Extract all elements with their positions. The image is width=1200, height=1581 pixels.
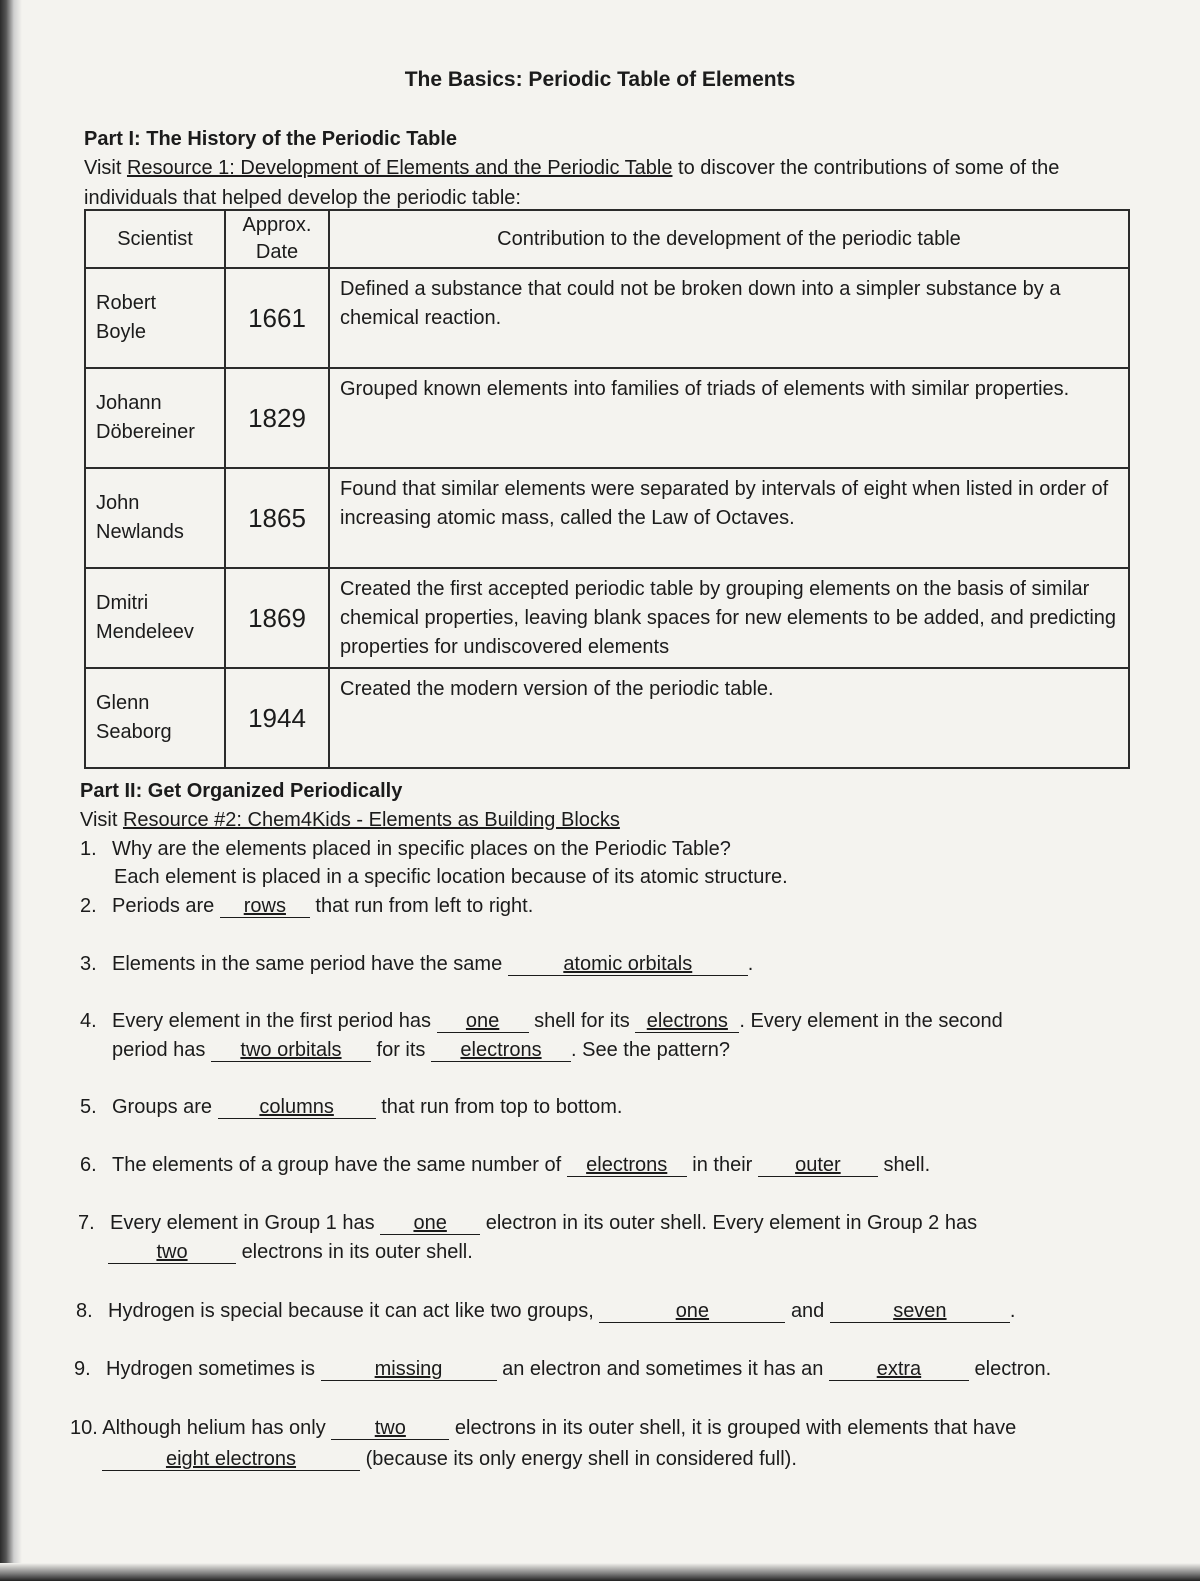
- question-number: 10.: [70, 1417, 98, 1439]
- date-cell: 1869: [225, 568, 329, 668]
- table-row: [85, 368, 1129, 468]
- question-number: 2.: [80, 895, 97, 917]
- part2-intro: [80, 806, 620, 834]
- question-text: .: [747, 953, 754, 975]
- question-1-answer: Each element is placed in a specific location because of its atomic structure.: [114, 866, 788, 888]
- scientist-last-name: Döbereiner: [96, 421, 195, 443]
- question-4: [80, 1007, 1003, 1035]
- answer-text: electrons: [460, 1039, 542, 1061]
- part1-intro-line2: individuals that helped develop the periodic table:: [84, 187, 521, 209]
- scientist-first-name: Robert: [96, 292, 157, 314]
- question-text: Elements in the same period have the same: [112, 953, 503, 975]
- answer-blank[interactable]: [220, 895, 310, 918]
- question-number: 6.: [80, 1154, 97, 1176]
- scientist-cell: [85, 368, 225, 468]
- answer-text: outer: [795, 1154, 841, 1176]
- date-cell: 1661: [225, 268, 329, 368]
- scientist-cell: [85, 568, 225, 668]
- part2-heading: Part II: Get Organized Periodically: [80, 780, 403, 802]
- answer-text: two orbitals: [240, 1039, 342, 1061]
- resource2-link[interactable]: Resource #2: Chem4Kids - Elements as Building Blocks: [122, 809, 620, 831]
- answer-blank[interactable]: [830, 1300, 1010, 1323]
- question-8: [76, 1297, 1015, 1325]
- scientist-first-name: John: [96, 492, 140, 514]
- question-5: [80, 1093, 622, 1121]
- contribution-cell: Created the modern version of the periodic table.: [329, 668, 1129, 768]
- table-row: [85, 468, 1129, 568]
- question-number: 7.: [78, 1212, 95, 1234]
- answer-text: two: [374, 1417, 406, 1439]
- question-number: 9.: [74, 1358, 91, 1380]
- table-header-row: [85, 210, 1129, 268]
- answer-text: electrons: [646, 1010, 728, 1032]
- question-text: Every element in Group 1 has: [110, 1212, 375, 1234]
- question-text: Why are the elements placed in specific places on the Periodic Table?: [112, 838, 731, 860]
- question-text: . Every element in the second: [739, 1010, 1003, 1032]
- question-text: Every element in the first period has: [112, 1010, 432, 1032]
- question-7: [78, 1209, 977, 1237]
- answer-blank[interactable]: [758, 1154, 878, 1177]
- part2-intro-prefix: Visit: [80, 809, 123, 831]
- question-10-continued: [102, 1445, 797, 1473]
- header-scientist: Scientist: [85, 210, 225, 268]
- question-text: for its: [376, 1039, 426, 1061]
- answer-text: one: [465, 1010, 500, 1032]
- question-text: Groups are: [112, 1096, 213, 1118]
- contribution-cell: Grouped known elements into families of triads of elements with similar properties.: [329, 368, 1129, 468]
- answer-text: rows: [243, 895, 286, 917]
- contribution-cell: Found that similar elements were separated by intervals of eight when listed in order of increasing atomic mass, called the Law of Octaves.: [329, 468, 1129, 568]
- answer-blank[interactable]: [211, 1039, 371, 1062]
- part1-heading: Part I: The History of the Periodic Table: [84, 128, 458, 150]
- question-text: electron.: [974, 1358, 1052, 1380]
- answer-blank[interactable]: [331, 1417, 449, 1440]
- question-number: 1.: [80, 838, 97, 860]
- question-1: [80, 835, 731, 863]
- question-number: 3.: [80, 953, 97, 975]
- question-3: [80, 950, 753, 978]
- question-text: Hydrogen sometimes is: [106, 1358, 315, 1380]
- question-text: that run from left to right.: [315, 895, 534, 917]
- answer-blank[interactable]: [321, 1358, 497, 1381]
- question-text: shell.: [883, 1154, 931, 1176]
- question-text: electrons in its outer shell.: [241, 1241, 473, 1263]
- table-row: [85, 268, 1129, 368]
- question-9: [74, 1355, 1051, 1383]
- page-title: The Basics: Periodic Table of Elements: [404, 68, 796, 91]
- answer-blank[interactable]: [635, 1010, 739, 1033]
- scientist-last-name: Seaborg: [96, 721, 172, 743]
- table-row: [85, 668, 1129, 768]
- question-text: Hydrogen is special because it can act like two groups,: [108, 1300, 594, 1322]
- scientist-last-name: Boyle: [96, 321, 147, 343]
- header-date-line2: Date: [255, 241, 299, 263]
- answer-text: extra: [876, 1358, 922, 1380]
- table-row: [85, 568, 1129, 668]
- answer-blank[interactable]: [599, 1300, 785, 1323]
- question-10: [70, 1414, 1016, 1442]
- question-text: and: [790, 1300, 825, 1322]
- question-text: in their: [692, 1154, 753, 1176]
- question-number: 4.: [80, 1010, 97, 1032]
- answer-blank[interactable]: [102, 1448, 360, 1471]
- scientist-cell: [85, 468, 225, 568]
- question-text: that run from top to bottom.: [381, 1096, 623, 1118]
- header-contribution: Contribution to the development of the periodic table: [329, 210, 1129, 268]
- answer-blank[interactable]: [567, 1154, 687, 1177]
- question-6: [80, 1151, 930, 1179]
- question-text: (because its only energy shell in considered full).: [365, 1448, 797, 1470]
- header-date: [225, 210, 329, 268]
- scientist-first-name: Dmitri: [96, 592, 149, 614]
- resource1-link[interactable]: Resource 1: Development of Elements and the Periodic Table: [126, 157, 673, 179]
- answer-text: atomic orbitals: [563, 953, 693, 975]
- part1-intro: [84, 154, 1059, 182]
- answer-blank[interactable]: [380, 1212, 480, 1235]
- question-text: Periods are: [112, 895, 215, 917]
- question-text: an electron and sometimes it has an: [502, 1358, 824, 1380]
- question-text: period has: [112, 1039, 206, 1061]
- history-table: [84, 209, 1130, 769]
- answer-text: seven: [893, 1300, 947, 1322]
- question-text: shell for its: [534, 1010, 630, 1032]
- answer-blank[interactable]: [218, 1096, 376, 1119]
- question-text: electron in its outer shell. Every element in Group 2 has: [485, 1212, 978, 1234]
- question-4-continued: [112, 1036, 730, 1064]
- answer-blank[interactable]: [508, 953, 748, 976]
- answer-text: two: [156, 1241, 188, 1263]
- date-cell: 1829: [225, 368, 329, 468]
- question-text: . See the pattern?: [571, 1039, 731, 1061]
- header-date-line1: Approx.: [242, 214, 312, 236]
- contribution-cell: Defined a substance that could not be broken down into a simpler substance by a chemical reaction.: [329, 268, 1129, 368]
- question-text: The elements of a group have the same number of: [112, 1154, 562, 1176]
- date-cell: 1944: [225, 668, 329, 768]
- answer-text: columns: [259, 1096, 334, 1118]
- scientist-cell: [85, 268, 225, 368]
- answer-blank[interactable]: [431, 1039, 571, 1062]
- question-number: 8.: [76, 1300, 93, 1322]
- question-text: electrons in its outer shell, it is grouped with elements that have: [454, 1417, 1017, 1439]
- part1-intro-prefix: Visit: [84, 157, 127, 179]
- answer-blank[interactable]: [829, 1358, 969, 1381]
- scientist-first-name: Johann: [96, 392, 162, 414]
- scientist-last-name: Newlands: [96, 521, 184, 543]
- answer-text: electrons: [586, 1154, 668, 1176]
- date-cell: 1865: [225, 468, 329, 568]
- question-text: .: [1009, 1300, 1016, 1322]
- answer-blank[interactable]: [108, 1241, 236, 1264]
- question-text: Although helium has only: [102, 1417, 326, 1439]
- question-7-continued: [108, 1238, 473, 1266]
- answer-blank[interactable]: [437, 1010, 529, 1033]
- scientist-last-name: Mendeleev: [96, 621, 194, 643]
- part1-intro-suffix: to discover the contributions of some of the: [672, 157, 1060, 179]
- contribution-cell: Created the first accepted periodic table by grouping elements on the basis of similar chemical properties, leaving blank spaces for new elements to be added, and predicting properties for undiscovered elements: [329, 568, 1129, 668]
- scientist-cell: [85, 668, 225, 768]
- question-number: 5.: [80, 1096, 97, 1118]
- question-2: [80, 892, 533, 920]
- answer-text: missing: [374, 1358, 443, 1380]
- answer-text: one: [675, 1300, 710, 1322]
- answer-text: eight electrons: [165, 1448, 297, 1470]
- scientist-first-name: Glenn: [96, 692, 150, 714]
- answer-text: one: [413, 1212, 447, 1234]
